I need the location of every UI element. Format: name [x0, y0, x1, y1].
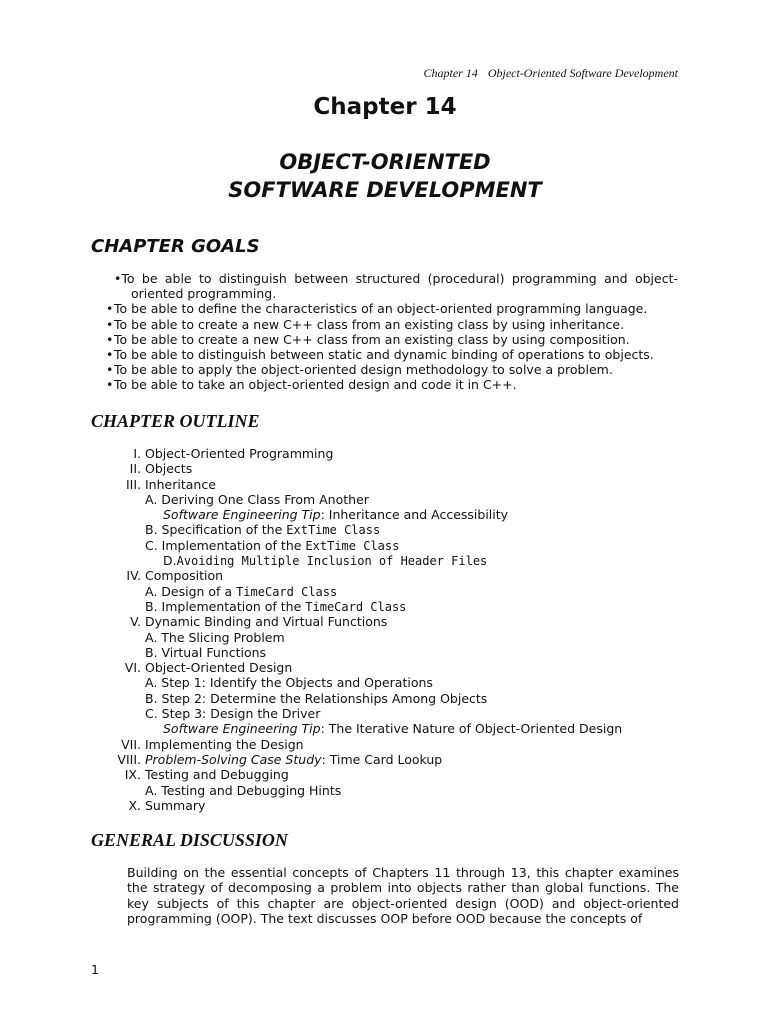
outline-text-segment: Dynamic Binding and Virtual Functions	[145, 614, 388, 630]
goal-item: • To be able to distinguish between static and dynamic binding of operations to objects.	[106, 347, 654, 363]
outline-text-segment: : Time Card Lookup	[321, 751, 443, 767]
outline-item-text	[145, 614, 387, 629]
outline-text-segment: B. Step 2: Determine the Relationships Among Objects	[145, 690, 488, 706]
outline-item-text	[145, 630, 285, 645]
outline-text-segment: TimeCard Class	[236, 584, 338, 599]
outline-text-segment: Objects	[145, 461, 193, 477]
goals-heading: CHAPTER GOALS	[91, 236, 260, 257]
outline-item-number: II.	[129, 461, 141, 477]
goals-list	[106, 271, 678, 393]
outline-text-segment: Summary	[145, 797, 206, 813]
outline-text-segment: Composition	[145, 568, 224, 584]
discussion-paragraph: Building on the essential concepts of Chapters 11 through 13, this chapter examines the strategy of decomposing a problem into objects rather than global functions. The key subjects of this chapter are object-oriented design (OOD) and object-oriented programming (OOP). The text discusses OOP before OOD because the concepts of	[127, 865, 679, 927]
chapter-number: Chapter 14	[313, 94, 457, 120]
outline-text-segment: A. Step 1: Identify the Objects and Operations	[145, 675, 433, 691]
outline-item-text	[145, 461, 192, 476]
outline-text-segment: TimeCard Class	[305, 599, 407, 614]
outline-item-number: I.	[133, 446, 141, 461]
outline-item-text	[145, 752, 442, 767]
outline-text-segment: C. Step 3: Design the Driver	[145, 706, 321, 722]
chapter-title	[0, 148, 770, 204]
outline-item-text	[145, 660, 292, 675]
goal-text: To be able to distinguish between structured (procedural) programming and object-oriented programming.	[121, 271, 678, 302]
goal-item: • To be able to take an object-oriented design and code it in C++.	[106, 377, 517, 393]
outline-text-segment: Implementing the Design	[145, 736, 304, 752]
outline-item-text	[145, 783, 341, 798]
goal-item: • To be able to apply the object-oriented design methodology to solve a problem.	[106, 362, 613, 378]
outline-text-segment: A. The Slicing Problem	[145, 629, 285, 645]
outline-item-number: III.	[125, 476, 141, 492]
outline-text-segment: Object-Oriented Programming	[145, 446, 334, 461]
goal-item: •To be able to distinguish between structured (procedural) programming and object-oriented programming.	[114, 271, 678, 302]
outline-text-segment: Inheritance	[145, 476, 216, 492]
outline-item-text	[145, 691, 487, 706]
discussion-heading: GENERAL DISCUSSION	[91, 830, 288, 850]
outline-text-segment: A. Deriving One Class From Another	[145, 491, 369, 507]
outline-text-segment: Software Engineering Tip	[163, 507, 321, 523]
goal-item: • To be able to define the characteristics of an object-oriented programming language.	[106, 301, 648, 317]
outline-item-text	[163, 553, 487, 569]
goal-text: To be able to take an object-oriented design and code it in C++.	[114, 377, 517, 393]
goal-item: • To be able to create a new C++ class from an existing class by using inheritance.	[106, 316, 625, 332]
outline-text-segment: ExtTime Class	[305, 538, 400, 553]
outline-item-text	[145, 568, 223, 583]
outline-item-text	[145, 477, 216, 492]
outline-item-number: IX.	[124, 767, 141, 783]
chapter-title-line-1: OBJECT-ORIENTED	[279, 150, 491, 174]
outline-item-text	[145, 675, 433, 690]
outline-text-segment: Object-Oriented Design	[145, 660, 293, 676]
outline-text-segment: B. Implementation of the	[145, 598, 306, 614]
outline-text-segment: ExtTime Class	[286, 523, 381, 538]
outline-item-text	[145, 798, 205, 813]
running-header-title: Object-Oriented Software Development	[487, 66, 678, 80]
goal-text: To be able to create a new C++ class from an existing class by using composition.	[114, 331, 630, 347]
outline-item-text	[145, 492, 369, 507]
goal-text: To be able to apply the object-oriented design methodology to solve a problem.	[114, 362, 613, 378]
outline-item-text	[145, 645, 266, 660]
outline-item-text	[145, 737, 304, 752]
outline-item-text	[145, 584, 337, 600]
outline-item-number: X.	[128, 797, 141, 813]
outline-text-segment: B. Virtual Functions	[145, 644, 267, 660]
running-header-chapter: Chapter 14	[423, 66, 478, 80]
outline-item-text	[163, 721, 622, 736]
outline-text-segment: C. Implementation of the	[145, 537, 306, 553]
outline-item-text	[145, 599, 406, 615]
outline-item-text	[145, 446, 333, 461]
outline-item-text	[145, 538, 399, 554]
outline-heading: CHAPTER OUTLINE	[91, 411, 260, 431]
outline-text-segment: D.	[163, 553, 177, 569]
outline-item-number: VII.	[121, 736, 141, 752]
outline-item-number: V.	[130, 614, 141, 630]
outline-text-segment: Avoiding Multiple Inclusion of Header Files	[176, 554, 488, 569]
outline-item-text	[145, 767, 289, 782]
outline-text-segment: Problem-Solving Case Study	[145, 751, 322, 767]
goal-item: • To be able to create a new C++ class from an existing class by using composition.	[106, 331, 630, 347]
outline-item-text	[145, 522, 380, 538]
outline-item-text	[145, 706, 320, 721]
outline-item-number: VI.	[124, 660, 141, 676]
outline-text-segment: A. Testing and Debugging Hints	[145, 782, 342, 798]
goal-text: To be able to define the characteristics of an object-oriented programming language.	[114, 301, 648, 317]
page-number: 1	[91, 962, 99, 977]
outline-item-number: VIII.	[117, 751, 141, 767]
outline-text-segment: Software Engineering Tip	[163, 721, 321, 737]
outline-text-segment: : Inheritance and Accessibility	[320, 507, 509, 523]
running-header	[423, 66, 678, 81]
outline-text-segment: A. Design of a	[145, 583, 237, 599]
outline-text-segment: B. Specification of the	[145, 522, 287, 538]
goal-text: To be able to distinguish between static and dynamic binding of operations to objects.	[114, 347, 654, 363]
outline-item-number: IV.	[126, 568, 141, 584]
outline-text-segment: : The Iterative Nature of Object-Oriented Design	[320, 721, 623, 737]
outline-text-segment: Testing and Debugging	[145, 767, 289, 783]
chapter-title-line-2: SOFTWARE DEVELOPMENT	[228, 178, 542, 202]
outline-item-text	[163, 507, 508, 522]
goal-text: To be able to create a new C++ class from an existing class by using inheritance.	[114, 316, 625, 332]
